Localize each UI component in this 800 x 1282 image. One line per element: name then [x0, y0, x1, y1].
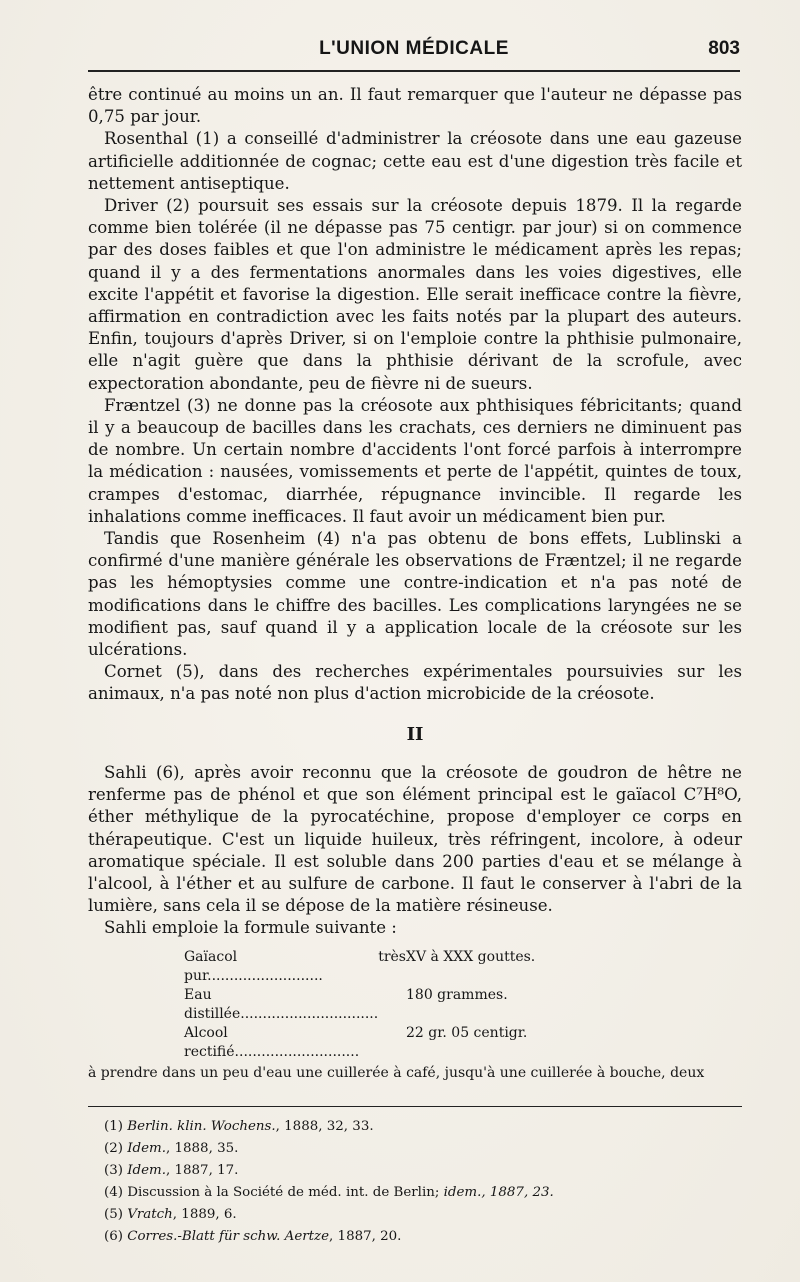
formula-row [88, 986, 742, 1024]
footnote-source: Vratch [127, 1207, 173, 1222]
body-text [88, 84, 742, 1083]
paragraph: Sahli emploie la formule suivante : [104, 918, 397, 938]
footnote [104, 1204, 704, 1226]
formula-amount: XV à XXX gouttes. [406, 948, 536, 965]
section-heading: II [406, 723, 424, 745]
footnote-detail: , 1887, 17. [165, 1163, 239, 1178]
footnote-detail: , 1889, 6. [172, 1207, 237, 1222]
formula-amount: 22 gr. 05 centigr. [406, 1024, 528, 1041]
footnote [104, 1138, 704, 1160]
footnote-number: (2) [104, 1141, 123, 1156]
formula-ingredient: Alcool rectifié............................ [184, 1024, 360, 1060]
paragraph: Driver (2) poursuit ses essais sur la créosote depuis 1879. Il la regarde comme bien tolérée (il ne dépasse pas 75 centigr. par jour) si on commence par des doses faibles et que l'on administre le médicament après les repas; quand il y a des fermentations anormales dans les voies digestives, elle excite l'appétit et favorise la digestion. Elle serait inefficace contre la fièvre, affirmation en contradiction avec les faits notés par la plupart des auteurs. Enfin, toujours d'après Driver, si on l'emploie contre la phthisie pulmonaire, elle n'agit guère que dans la phthisie dérivant de la scrofule, avec expectoration abondante, peu de fièvre ni de sueurs. [88, 196, 742, 393]
footnote-number: (1) [104, 1119, 123, 1134]
formula-amount: 180 grammes. [406, 986, 508, 1003]
paragraph: Cornet (5), dans des recherches expérimentales poursuivies sur les animaux, n'a pas noté non plus d'action microbicide de la créosote. [88, 662, 742, 704]
formula-row [88, 948, 742, 986]
formula-note: à prendre dans un peu d'eau une cuillerée à café, jusqu'à une cuillerée à bouche, deux [88, 1064, 705, 1081]
footnote [104, 1182, 704, 1204]
formula-ingredient: Gaïacol très pur.......................... [184, 948, 406, 984]
footnote-detail: , 1887, 20. [329, 1229, 402, 1244]
paragraph: Sahli (6), après avoir reconnu que la créosote de goudron de hêtre ne renferme pas de phénol et que son élément principal est le gaïacol C⁷H⁸O, éther méthylique de la pyrocatéchine, propose d'employer ce corps en thérapeutique. C'est un liquide huileux, très réfringent, incolore, à odeur aromatique spéciale. Il est soluble dans 200 parties d'eau et se mélange à l'alcool, à l'éther et au sulfure de carbone. Il faut le conserver à l'abri de la lumière, sans cela il se dépose de la matière résineuse. [88, 762, 742, 916]
footnote-detail: , 1888, 35. [165, 1141, 239, 1156]
paragraph: être continué au moins un an. Il faut remarquer que l'auteur ne dépasse pas 0,75 par jour. [88, 85, 742, 127]
footnote-source: Berlin. klin. Wochens. [127, 1119, 276, 1134]
footnotes [104, 1116, 704, 1248]
formula-row [88, 1024, 742, 1062]
footnote-source: Corres.-Blatt für schw. Aertze [127, 1229, 330, 1244]
footnote [104, 1160, 704, 1182]
paragraph: Tandis que Rosenheim (4) n'a pas obtenu de bons effets, Lublinski a confirmé d'une manière générale les observations de Fræntzel; il ne regarde pas les hémoptysies comme une contre-indication et n'a pas noté de modifications dans le chiffre des bacilles. Les complications laryngées ne se modifient pas, sauf quand il y a application locale de la créosote sur les ulcérations. [88, 529, 742, 660]
header-rule [88, 70, 740, 72]
footnote-number: (3) [104, 1163, 123, 1178]
paragraph: Fræntzel (3) ne donne pas la créosote aux phthisiques fébricitants; quand il y a beaucoup de bacilles dans les crachats, ces derniers ne diminuent pas de nombre. Un certain nombre d'accidents l'ont forcé parfois à interrompre la médication : nausées, vomissements et perte de l'appétit, quintes de toux, crampes d'estomac, diarrhée, répugnance invincible. Il regarde les inhalations comme inefficaces. Il faut avoir un médicament bien pur. [88, 395, 742, 526]
footnote-rule [88, 1106, 742, 1107]
page-header [88, 38, 740, 68]
footnote-source: Idem. [127, 1141, 166, 1156]
footnote-number: (5) [104, 1207, 123, 1222]
formula-table [88, 948, 742, 1062]
footnote-detail: idem., 1887, 23. [443, 1185, 554, 1200]
footnote-source: Discussion à la Société de méd. int. de Berlin; [127, 1185, 444, 1200]
formula-ingredient: Eau distillée............................... [184, 986, 379, 1022]
paragraph: Rosenthal (1) a conseillé d'administrer la créosote dans une eau gazeuse artificielle additionnée de cognac; cette eau est d'une digestion très facile et nettement antiseptique. [88, 129, 742, 193]
footnote-source: Idem. [127, 1163, 166, 1178]
footnote-number: (6) [104, 1229, 123, 1244]
page-number: 803 [708, 38, 740, 59]
footnote-number: (4) [104, 1185, 123, 1200]
footnote [104, 1226, 704, 1248]
footnote-detail: , 1888, 32, 33. [275, 1119, 374, 1134]
footnote [104, 1116, 704, 1138]
running-title: L'UNION MÉDICALE [319, 38, 509, 59]
